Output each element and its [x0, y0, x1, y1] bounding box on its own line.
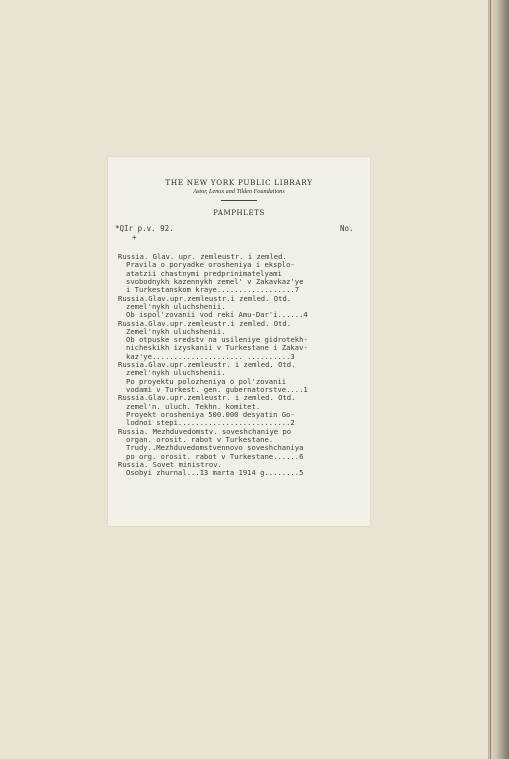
entry-detail-line: Proyekt orosheniya 500.000 desyatin Go- [126, 409, 295, 419]
book-binding-edge [488, 0, 509, 759]
entry-detail-line: zemel'nykh uluchshenii. [126, 301, 226, 311]
pamphlet-contents-card [108, 157, 370, 526]
entry-detail-line: Osobyi zhurnal...13 marta 1914 g........5 [126, 468, 304, 478]
entry-detail-line: Trudy..Mezhduvedomstvennovo soveshchaniya [126, 443, 304, 453]
entry-heading-line: Russia.Glav.upr.zemleustr. i zemled. Otd. [118, 393, 296, 403]
call-number-plus: + [132, 233, 137, 242]
entry-heading-line: Russia.Glav.upr.zemleustr.i zemled. Otd. [118, 293, 292, 303]
header-divider [221, 200, 257, 201]
entry-detail-line: Zemel'nykh uluchshenii. [126, 326, 226, 336]
entry-detail-line: kaz'ye..................... ..........3 [126, 351, 295, 361]
entry-detail-line: svobodnykh kazennykh zemel' v Zakavkaz'ye [126, 276, 304, 286]
contents-list [118, 253, 368, 477]
entry-detail-line: Ob ispol'zovanii vod reki Amu-Dar'i......4 [126, 310, 308, 320]
entry-heading-line: Russia.Glav.upr.zemleustr.i zemled. Otd. [118, 318, 292, 328]
entry-detail-line: i Turkestanskom kraye..................7 [126, 285, 300, 295]
entry-detail-line: Pravila o poryadke orosheniya i eksplo- [126, 260, 295, 270]
entry-heading-line: Russia. Sovet ministrov. [118, 459, 222, 469]
entry-detail-line: zemel'n. uluch. Tekhn. komitet. [126, 401, 261, 411]
entry-detail-line: Ob otpuske sredstv na usileniye gidrotekh- [126, 335, 308, 345]
library-foundations: Astor, Lenox and Tilden Foundations [193, 188, 285, 195]
entry-detail-line: Po proyektu polozheniya o pol'zovanii [126, 376, 287, 386]
entry-detail-line: nicheskikh izyskanii v Turkestane i Zakav- [126, 343, 308, 353]
entry-detail-line: vodami v Turkest. gen. gubernatorstve....1 [126, 385, 308, 394]
entry-detail-line: po org. orosit. rabot v Turkestane......6 [126, 451, 304, 461]
section-title: PAMPHLETS [213, 209, 265, 217]
entry-heading-line: Russia. Glav. upr. zemleustr. i zemled. [118, 252, 287, 261]
entry-heading-line: Russia.Glav.upr.zemleustr. i zemled. Otd. [118, 360, 296, 370]
entry-heading-line: Russia. Mezhduvedomstv. soveshchaniye po [118, 426, 292, 436]
entry-detail-line: lodnoi stepi..........................2 [126, 418, 295, 428]
entry-detail-line: organ. orosit. rabot v Turkestane. [126, 434, 274, 444]
number-label: No. [340, 224, 354, 233]
call-number: *QIr p.v. 92. [115, 224, 174, 233]
library-name: THE NEW YORK PUBLIC LIBRARY [165, 178, 313, 187]
entry-detail-line: atatzii chastnymi predprinimatelyami [126, 268, 282, 278]
entry-detail-line: zemel'nykh uluchshenii. [126, 368, 226, 378]
